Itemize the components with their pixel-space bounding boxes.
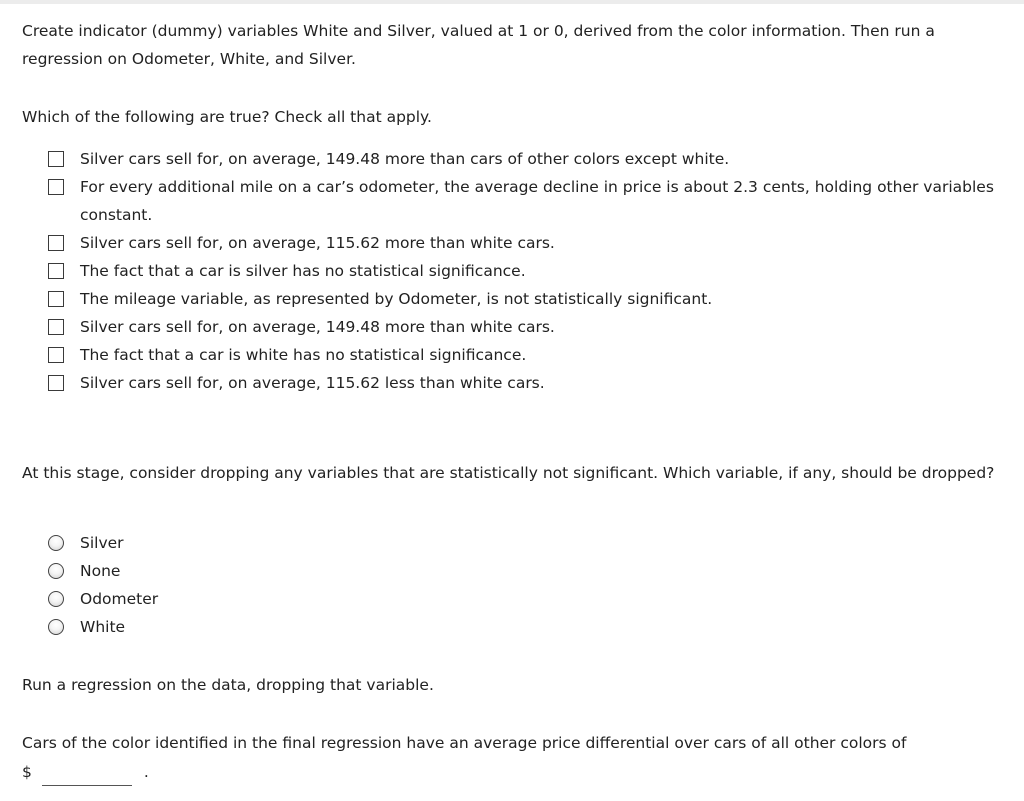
question-3-prompt: Cars of the color identified in the final regression have an average price differential over cars of all other colors of <box>22 734 907 752</box>
checkbox[interactable] <box>48 151 64 167</box>
checkbox-option-label[interactable]: Silver cars sell for, on average, 149.48 more than cars of other colors except white. <box>80 150 730 168</box>
question-2-options <box>48 529 1008 641</box>
radio-option-label[interactable]: None <box>80 562 121 580</box>
checkbox-option-label[interactable]: Silver cars sell for, on average, 115.62 less than white cars. <box>80 374 545 392</box>
checkbox[interactable] <box>48 235 64 251</box>
checkbox[interactable] <box>48 347 64 363</box>
checkbox-option[interactable] <box>48 229 1008 257</box>
checkbox-option-label[interactable]: The fact that a car is white has no statistical significance. <box>80 346 527 364</box>
checkbox-option[interactable] <box>48 341 1008 369</box>
instruction-text: Run a regression on the data, dropping that variable. <box>22 676 434 694</box>
question-1-prompt: Which of the following are true? Check all that apply. <box>22 108 432 126</box>
checkbox[interactable] <box>48 263 64 279</box>
checkbox-option-label[interactable]: Silver cars sell for, on average, 149.48 more than white cars. <box>80 318 555 336</box>
checkbox-option[interactable] <box>48 285 1008 313</box>
radio-option[interactable] <box>48 613 1008 641</box>
radio-option-label[interactable]: White <box>80 618 126 636</box>
answer-suffix: . <box>143 763 149 781</box>
top-divider <box>0 0 1024 4</box>
checkbox-option-label[interactable]: For every additional mile on a car’s odometer, the average decline in price is about 2.3 cents, holding other variables constant. <box>80 178 994 224</box>
answer-row <box>22 758 149 786</box>
radio-option-label[interactable]: Odometer <box>80 590 159 608</box>
question-1-options <box>48 145 1008 397</box>
currency-symbol: $ <box>22 763 32 781</box>
checkbox-option[interactable] <box>48 173 1008 229</box>
checkbox-option-label[interactable]: The fact that a car is silver has no statistical significance. <box>80 262 526 280</box>
question-2-prompt: At this stage, consider dropping any variables that are statistically not significant. Which variable, if any, should be dropped? <box>22 464 995 482</box>
checkbox[interactable] <box>48 179 64 195</box>
intro-text: Create indicator (dummy) variables White and Silver, valued at 1 or 0, derived from the color information. Then run a regression on Odometer, White, and Silver. <box>22 22 935 68</box>
radio-option[interactable] <box>48 585 1008 613</box>
answer-input[interactable] <box>42 767 132 786</box>
checkbox-option[interactable] <box>48 145 1008 173</box>
checkbox-option-label[interactable]: Silver cars sell for, on average, 115.62 more than white cars. <box>80 234 555 252</box>
radio-option[interactable] <box>48 529 1008 557</box>
checkbox-option-label[interactable]: The mileage variable, as represented by Odometer, is not statistically significant. <box>80 290 713 308</box>
checkbox[interactable] <box>48 291 64 307</box>
radio-option-label[interactable]: Silver <box>80 534 124 552</box>
checkbox-option[interactable] <box>48 313 1008 341</box>
radio-button[interactable] <box>48 535 64 551</box>
checkbox-option[interactable] <box>48 257 1008 285</box>
radio-button[interactable] <box>48 591 64 607</box>
radio-button[interactable] <box>48 619 64 635</box>
radio-option[interactable] <box>48 557 1008 585</box>
checkbox[interactable] <box>48 375 64 391</box>
radio-button[interactable] <box>48 563 64 579</box>
checkbox-option[interactable] <box>48 369 1008 397</box>
checkbox[interactable] <box>48 319 64 335</box>
